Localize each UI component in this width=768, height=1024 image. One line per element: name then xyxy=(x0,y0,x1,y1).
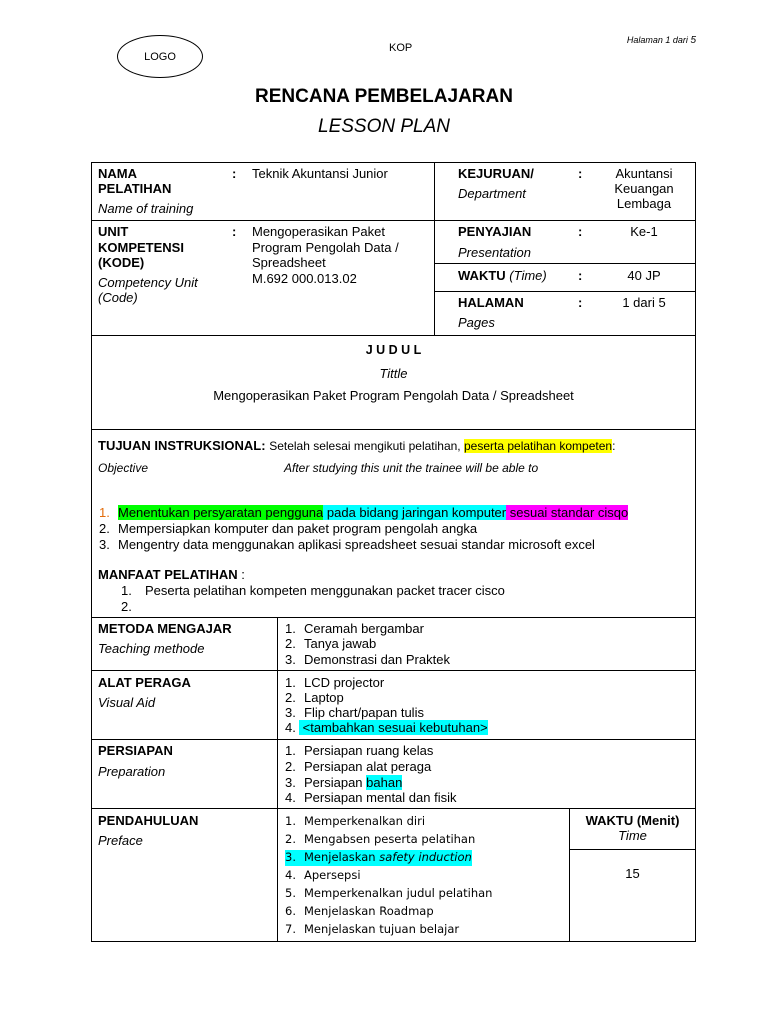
benefit-label: MANFAAT PELATIHAN xyxy=(98,567,238,582)
page-total: 5 xyxy=(690,35,696,46)
presentation-label: PENYAJIAN xyxy=(458,224,532,239)
persiapan-item-1 xyxy=(285,743,433,759)
persiapan-label-en: Preparation xyxy=(98,764,166,779)
kop-label: KOP xyxy=(389,42,413,54)
objective-item-1-c: sesuai standar cisqo xyxy=(506,505,629,520)
item-number: 1. xyxy=(285,675,296,690)
pendahuluan-item-5 xyxy=(285,886,492,902)
unit-label-2: KOMPETENSI xyxy=(98,240,184,255)
unit-label-en-1: Competency Unit xyxy=(98,275,198,290)
colon: : xyxy=(232,224,237,239)
pendahuluan-item-text: Menjelaskan tujuan belajar xyxy=(304,922,460,936)
pages-label: HALAMAN xyxy=(458,295,524,310)
pendahuluan-item-text: Memperkenalkan diri xyxy=(304,814,426,828)
persiapan-item-highlight: bahan xyxy=(366,775,403,790)
objective-label-en: Objective xyxy=(98,461,149,475)
training-value: Teknik Akuntansi Junior xyxy=(252,166,388,181)
pendahuluan-item-text: Memperkenalkan judul pelatihan xyxy=(304,886,493,900)
page-label: Halaman 1 dari xyxy=(626,35,691,45)
pendahuluan-item-1 xyxy=(285,814,425,830)
item-number: 2. xyxy=(285,759,296,774)
objective-text: Setelah selesai mengikuti pelatihan, xyxy=(269,439,464,453)
item-number: 2. xyxy=(121,599,132,614)
metoda-item-3 xyxy=(285,652,450,668)
item-number: 2. xyxy=(99,521,110,536)
judul-label: J U D U L xyxy=(365,343,422,357)
department-value-2: Keuangan xyxy=(614,181,674,196)
objective-label: TUJUAN INSTRUKSIONAL: xyxy=(98,438,266,453)
metoda-label: METODA MENGAJAR xyxy=(98,621,232,636)
objective-item-2-text: Mempersiapkan komputer dan paket program pengolah angka xyxy=(118,521,478,536)
pendahuluan-label: PENDAHULUAN xyxy=(98,813,199,828)
department-value-3: Lembaga xyxy=(616,196,672,211)
item-number: 3. xyxy=(99,537,110,552)
alat-item-text: Laptop xyxy=(304,690,344,705)
pages-value: 1 dari 5 xyxy=(622,295,666,310)
alat-label-en: Visual Aid xyxy=(98,695,156,710)
pendahuluan-item-italic: safety induction xyxy=(379,850,472,864)
unit-value-1: Mengoperasikan Paket xyxy=(252,224,385,239)
persiapan-item-text: Persiapan alat peraga xyxy=(304,759,432,774)
metoda-item-text: Ceramah bergambar xyxy=(304,621,424,636)
metoda-item-1 xyxy=(285,621,424,637)
benefit-label-suffix: : xyxy=(237,567,245,582)
benefit-item-1 xyxy=(121,583,505,599)
unit-label-1: UNIT xyxy=(98,224,129,239)
pendahuluan-item-text: Menjelaskan Roadmap xyxy=(304,904,434,918)
alat-item-2 xyxy=(285,690,344,706)
item-number: 3. xyxy=(285,775,296,790)
metoda-item-text: Demonstrasi dan Praktek xyxy=(304,652,450,667)
alat-item-1 xyxy=(285,675,384,691)
department-value-1: Akuntansi xyxy=(615,166,673,181)
pendahuluan-item-text: Apersepsi xyxy=(304,868,361,882)
unit-code: M.692 000.013.02 xyxy=(252,271,357,286)
item-number: 3. xyxy=(285,652,296,667)
item-number: 1. xyxy=(285,743,296,758)
document-title: RENCANA PEMBELAJARAN xyxy=(255,86,513,107)
item-number: 6. xyxy=(285,904,296,918)
judul-label-en: Tittle xyxy=(379,366,408,381)
objective-text-en: After studying this unit the trainee will be able to xyxy=(284,461,539,475)
objective-highlight: peserta pelatihan kompeten xyxy=(463,439,613,453)
pendahuluan-time-value: 15 xyxy=(625,866,640,881)
pendahuluan-item-text: Mengabsen peserta pelatihan xyxy=(304,832,476,846)
unit-label-3: (KODE) xyxy=(98,255,145,270)
objective-line xyxy=(98,438,615,455)
benefit-heading xyxy=(98,567,245,583)
item-number: 7. xyxy=(285,922,296,936)
item-number: 2. xyxy=(285,832,296,846)
time-label-text: WAKTU xyxy=(458,268,506,283)
persiapan-item-text: Persiapan mental dan fisik xyxy=(304,790,457,805)
item-number: 1. xyxy=(99,505,110,520)
item-number: 1. xyxy=(285,814,296,828)
objective-item-1-a: Menentukan persyaratan pengguna xyxy=(118,505,324,520)
objective-item-1 xyxy=(99,505,628,521)
persiapan-item-text: Persiapan ruang kelas xyxy=(304,743,434,758)
metoda-item-text: Tanya jawab xyxy=(304,636,377,651)
objective-colon: : xyxy=(612,439,616,453)
item-number: 2. xyxy=(285,690,296,705)
unit-value-3: Spreadsheet xyxy=(252,255,326,270)
colon: : xyxy=(578,268,583,283)
pendahuluan-item-3 xyxy=(285,850,472,866)
time-column-header: WAKTU (Menit) xyxy=(585,813,680,828)
department-label: KEJURUAN/ xyxy=(458,166,534,181)
persiapan-item-2 xyxy=(285,759,431,775)
metoda-item-2 xyxy=(285,636,376,652)
time-label xyxy=(458,268,547,284)
colon: : xyxy=(578,224,583,239)
unit-value-2: Program Pengolah Data / xyxy=(252,240,399,255)
item-number: 1. xyxy=(121,583,132,598)
colon: : xyxy=(578,295,583,310)
pendahuluan-item-6 xyxy=(285,904,434,920)
department-label-en: Department xyxy=(458,186,526,201)
item-number: 3. xyxy=(285,850,296,864)
persiapan-label: PERSIAPAN xyxy=(98,743,173,758)
presentation-value: Ke-1 xyxy=(630,224,658,239)
objective-item-3 xyxy=(99,537,595,553)
objective-item-1-b: pada bidang jaringan komputer xyxy=(323,505,507,520)
judul-value: Mengoperasikan Paket Program Pengolah Data / Spreadsheet xyxy=(213,388,574,403)
document-subtitle: LESSON PLAN xyxy=(318,116,450,137)
alat-item-text: Flip chart/papan tulis xyxy=(304,705,424,720)
persiapan-item-4 xyxy=(285,790,456,806)
pendahuluan-label-en: Preface xyxy=(98,833,143,848)
time-column-header-en: Time xyxy=(618,828,647,843)
training-label-en: Name of training xyxy=(98,201,194,216)
objective-item-2 xyxy=(99,521,477,537)
colon: : xyxy=(232,166,237,181)
page-indicator xyxy=(627,35,696,46)
unit-label-en-2: (Code) xyxy=(98,290,138,305)
pendahuluan-item-4 xyxy=(285,868,361,884)
alat-label: ALAT PERAGA xyxy=(98,675,191,690)
time-label-en: (Time) xyxy=(509,268,547,283)
alat-item-4 xyxy=(285,720,488,736)
item-number: 1. xyxy=(285,621,296,636)
persiapan-item-text: Persiapan xyxy=(304,775,367,790)
alat-item-text: <tambahkan sesuai kebutuhan> xyxy=(299,720,488,735)
objective-item-3-text: Mengentry data menggunakan aplikasi spreadsheet sesuai standar microsoft excel xyxy=(118,537,595,552)
training-label-2: PELATIHAN xyxy=(98,181,172,196)
item-number: 2. xyxy=(285,636,296,651)
time-value: 40 JP xyxy=(627,268,661,283)
logo-text: LOGO xyxy=(144,50,176,63)
pages-label-en: Pages xyxy=(458,315,495,330)
pendahuluan-item-2 xyxy=(285,832,475,848)
item-number: 3. xyxy=(285,705,296,720)
alat-item-3 xyxy=(285,705,424,721)
presentation-label-en: Presentation xyxy=(458,245,531,260)
colon: : xyxy=(578,166,583,181)
alat-item-text: LCD projector xyxy=(304,675,385,690)
item-number: 4. xyxy=(285,868,296,882)
pendahuluan-item-text: Menjelaskan xyxy=(304,850,380,864)
item-number: 4. xyxy=(285,720,296,735)
item-number: 4. xyxy=(285,790,296,805)
logo xyxy=(117,35,203,78)
training-label: NAMA xyxy=(98,166,137,181)
persiapan-item-3 xyxy=(285,775,402,791)
item-number: 5. xyxy=(285,886,296,900)
pendahuluan-item-7 xyxy=(285,922,459,938)
benefit-item-1-text: Peserta pelatihan kompeten menggunakan packet tracer cisco xyxy=(145,583,505,598)
metoda-label-en: Teaching methode xyxy=(98,641,205,656)
benefit-item-2 xyxy=(121,599,145,615)
